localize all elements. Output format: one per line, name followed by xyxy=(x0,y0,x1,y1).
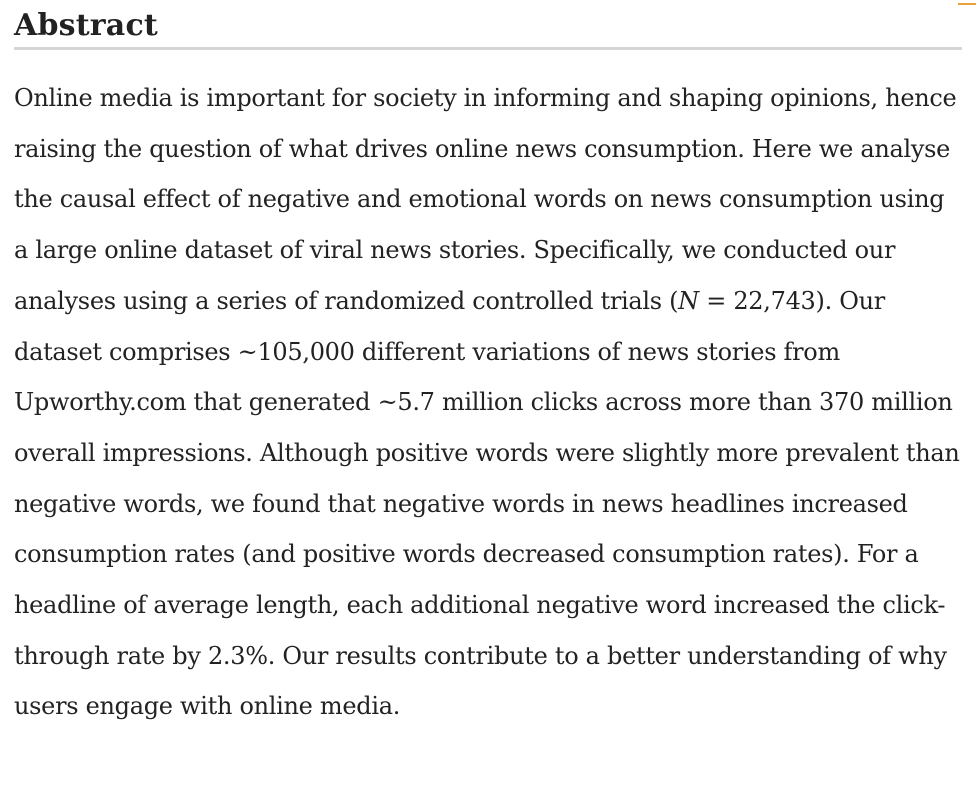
sample-size-symbol: N xyxy=(678,286,699,315)
abstract-section xyxy=(14,0,962,732)
abstract-heading: Abstract xyxy=(14,0,962,50)
abstract-text-part2: = 22,743). Our dataset comprises ~105,000 different variations of news stories from Upworthy.com that generated ~5.7 million clicks across more than 370 million overall impressions. Although positive words were slightly more prevalent than negative words, we found that negative words in news headlines increased consumption rates (and positive words decreased consumption rates). For a headline of average length, each additional negative word increased the click-through rate by 2.3%. Our results contribute to a better understanding of why users engage with online media. xyxy=(14,286,960,721)
abstract-text-part1: Online media is important for society in informing and shaping opinions, hence raising the question of what drives online news consumption. Here we analyse the causal effect of negative and emotional words on news consumption using a large online dataset of viral news stories. Specifically, we conducted our analyses using a series of randomized controlled trials ( xyxy=(14,84,957,315)
abstract-paragraph xyxy=(14,50,962,732)
